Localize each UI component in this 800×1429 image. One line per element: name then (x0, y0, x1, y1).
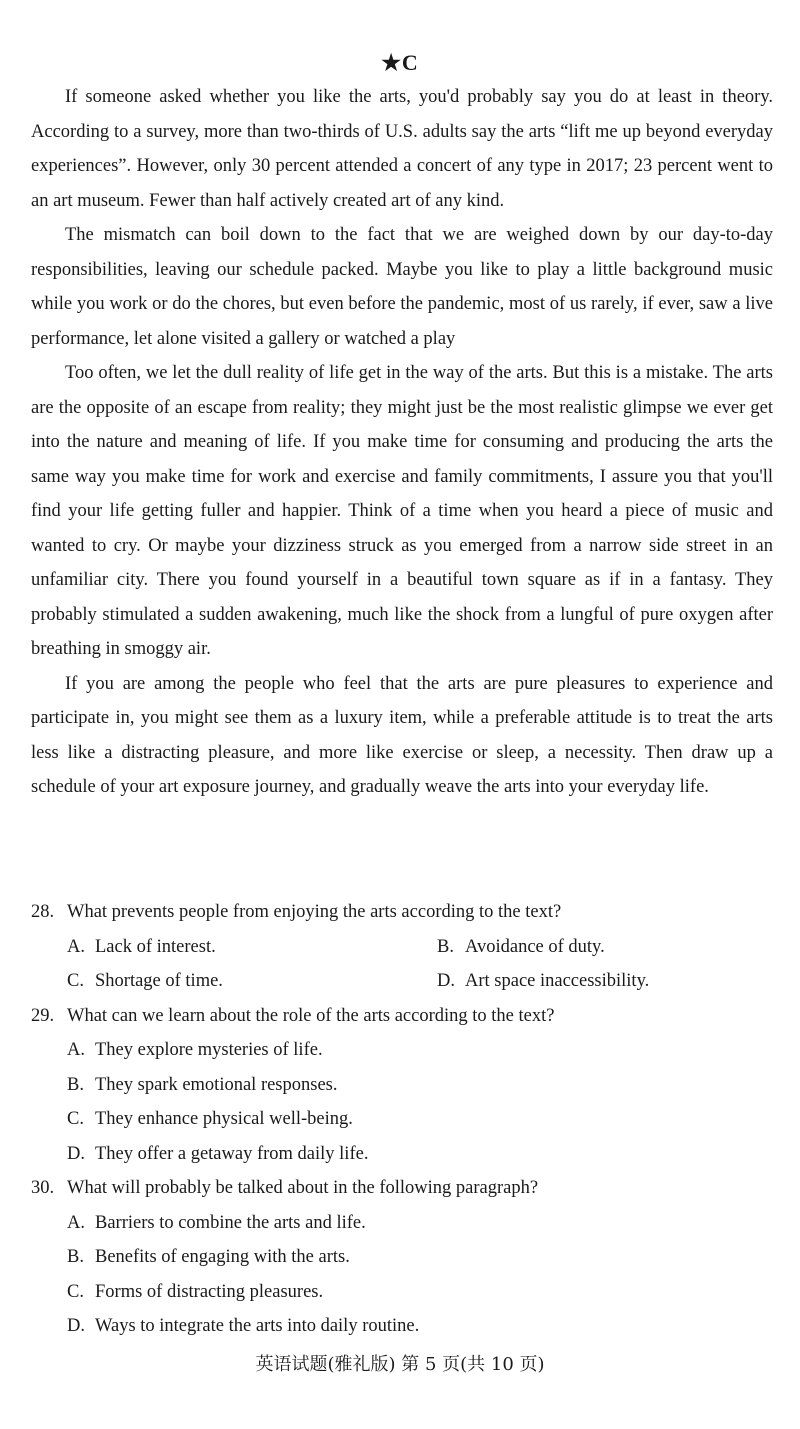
option-text: They offer a getaway from daily life. (95, 1143, 369, 1164)
reading-passage (31, 80, 773, 805)
passage-paragraph: Too often, we let the dull reality of life get in the way of the arts. But this is a mistake. The arts are the opposite of an escape from reality; they might just be the most realistic glimpse we ever get into the nature and meaning of life. If you make time for consuming and producing the arts the same way you make time for work and exercise and family commitments, I assure you that you'll find your life getting fuller and happier. Think of a time when you heard a piece of music and wanted to cry. Or maybe your dizziness struck as you emerged from a narrow side street in an unfamiliar city. There you found yourself in a beautiful town square as if in a fantasy. They probably stimulated a sudden awakening, much like the shock from a lungful of pure oxygen after breathing in smoggy air. (31, 363, 773, 659)
option-text: Ways to integrate the arts into daily routine. (95, 1316, 420, 1336)
answer-options (67, 1206, 773, 1344)
option-letter: A. (67, 1212, 85, 1233)
option-letter: C. (67, 1281, 84, 1302)
question-29 (31, 999, 773, 1172)
section-title: ★C (381, 50, 419, 75)
question-stem (31, 1171, 773, 1206)
answer-options (67, 930, 773, 999)
answer-option-b[interactable] (67, 1068, 773, 1103)
question-text: What prevents people from enjoying the arts according to the text? (67, 902, 562, 922)
question-30 (31, 1171, 773, 1344)
question-text: What can we learn about the role of the arts according to the text? (67, 1005, 555, 1026)
option-letter: D. (67, 1316, 85, 1336)
option-letter: B. (437, 936, 454, 957)
answer-options (67, 1033, 773, 1171)
option-text: Art space inaccessibility. (465, 971, 650, 991)
question-28 (31, 895, 773, 999)
answer-option-d[interactable] (437, 964, 777, 999)
option-text: They spark emotional responses. (95, 1074, 338, 1095)
answer-option-b[interactable] (67, 1240, 773, 1275)
option-text: Forms of distracting pleasures. (95, 1281, 324, 1302)
option-letter: D. (67, 1143, 85, 1164)
option-text: They enhance physical well-being. (95, 1109, 353, 1129)
option-text: Barriers to combine the arts and life. (95, 1212, 366, 1233)
option-letter: A. (67, 1040, 85, 1060)
answer-option-a[interactable] (67, 930, 437, 965)
option-letter: D. (437, 971, 455, 991)
option-letter: C. (67, 1109, 84, 1129)
answer-option-d[interactable] (67, 1137, 773, 1172)
page-footer: 英语试题(雅礼版) 第 5 页(共 10 页) (255, 1354, 545, 1375)
option-letter: B. (67, 1247, 84, 1267)
option-letter: B. (67, 1074, 84, 1095)
answer-option-a[interactable] (67, 1033, 773, 1068)
answer-option-c[interactable] (67, 1102, 773, 1137)
option-text: Lack of interest. (95, 936, 216, 957)
passage-paragraph: If someone asked whether you like the arts, you'd probably say you do at least in theory. According to a survey, more than two-thirds of U.S. adults say the arts “lift me up beyond everyday experiences”. However, only 30 percent attended a concert of any type in 2017; 23 percent went to an art museum. Fewer than half actively created art of any kind. (31, 87, 773, 211)
answer-option-c[interactable] (67, 964, 437, 999)
passage-paragraph: If you are among the people who feel that the arts are pure pleasures to experience and participate in, you might see them as a luxury item, while a preferable attitude is to treat the arts less like a distracting pleasure, and more like exercise or sleep, a necessity. Then draw up a schedule of your art exposure journey, and gradually weave the arts into your everyday life. (31, 673, 773, 797)
option-text: They explore mysteries of life. (95, 1040, 323, 1060)
option-text: Shortage of time. (95, 971, 223, 991)
answer-option-d[interactable] (67, 1309, 773, 1344)
option-text: Avoidance of duty. (465, 936, 605, 957)
question-stem (31, 999, 773, 1034)
option-letter: A. (67, 936, 85, 957)
question-number: 30. (31, 1178, 55, 1198)
option-text: Benefits of engaging with the arts. (95, 1247, 350, 1267)
question-number: 28. (31, 902, 55, 922)
answer-option-a[interactable] (67, 1206, 773, 1241)
question-text: What will probably be talked about in the following paragraph? (67, 1178, 539, 1198)
question-stem (31, 895, 773, 930)
answer-option-b[interactable] (437, 930, 777, 965)
question-list (31, 895, 773, 1344)
passage-paragraph: The mismatch can boil down to the fact that we are weighed down by our day-to-day responsibilities, leaving our schedule packed. Maybe you like to play a little background music while you work or do the chores, but even before the pandemic, most of us rarely, if ever, saw a live performance, let alone visited a gallery or watched a play (31, 225, 773, 349)
answer-option-c[interactable] (67, 1275, 773, 1310)
question-number: 29. (31, 1005, 55, 1026)
option-letter: C. (67, 971, 84, 991)
